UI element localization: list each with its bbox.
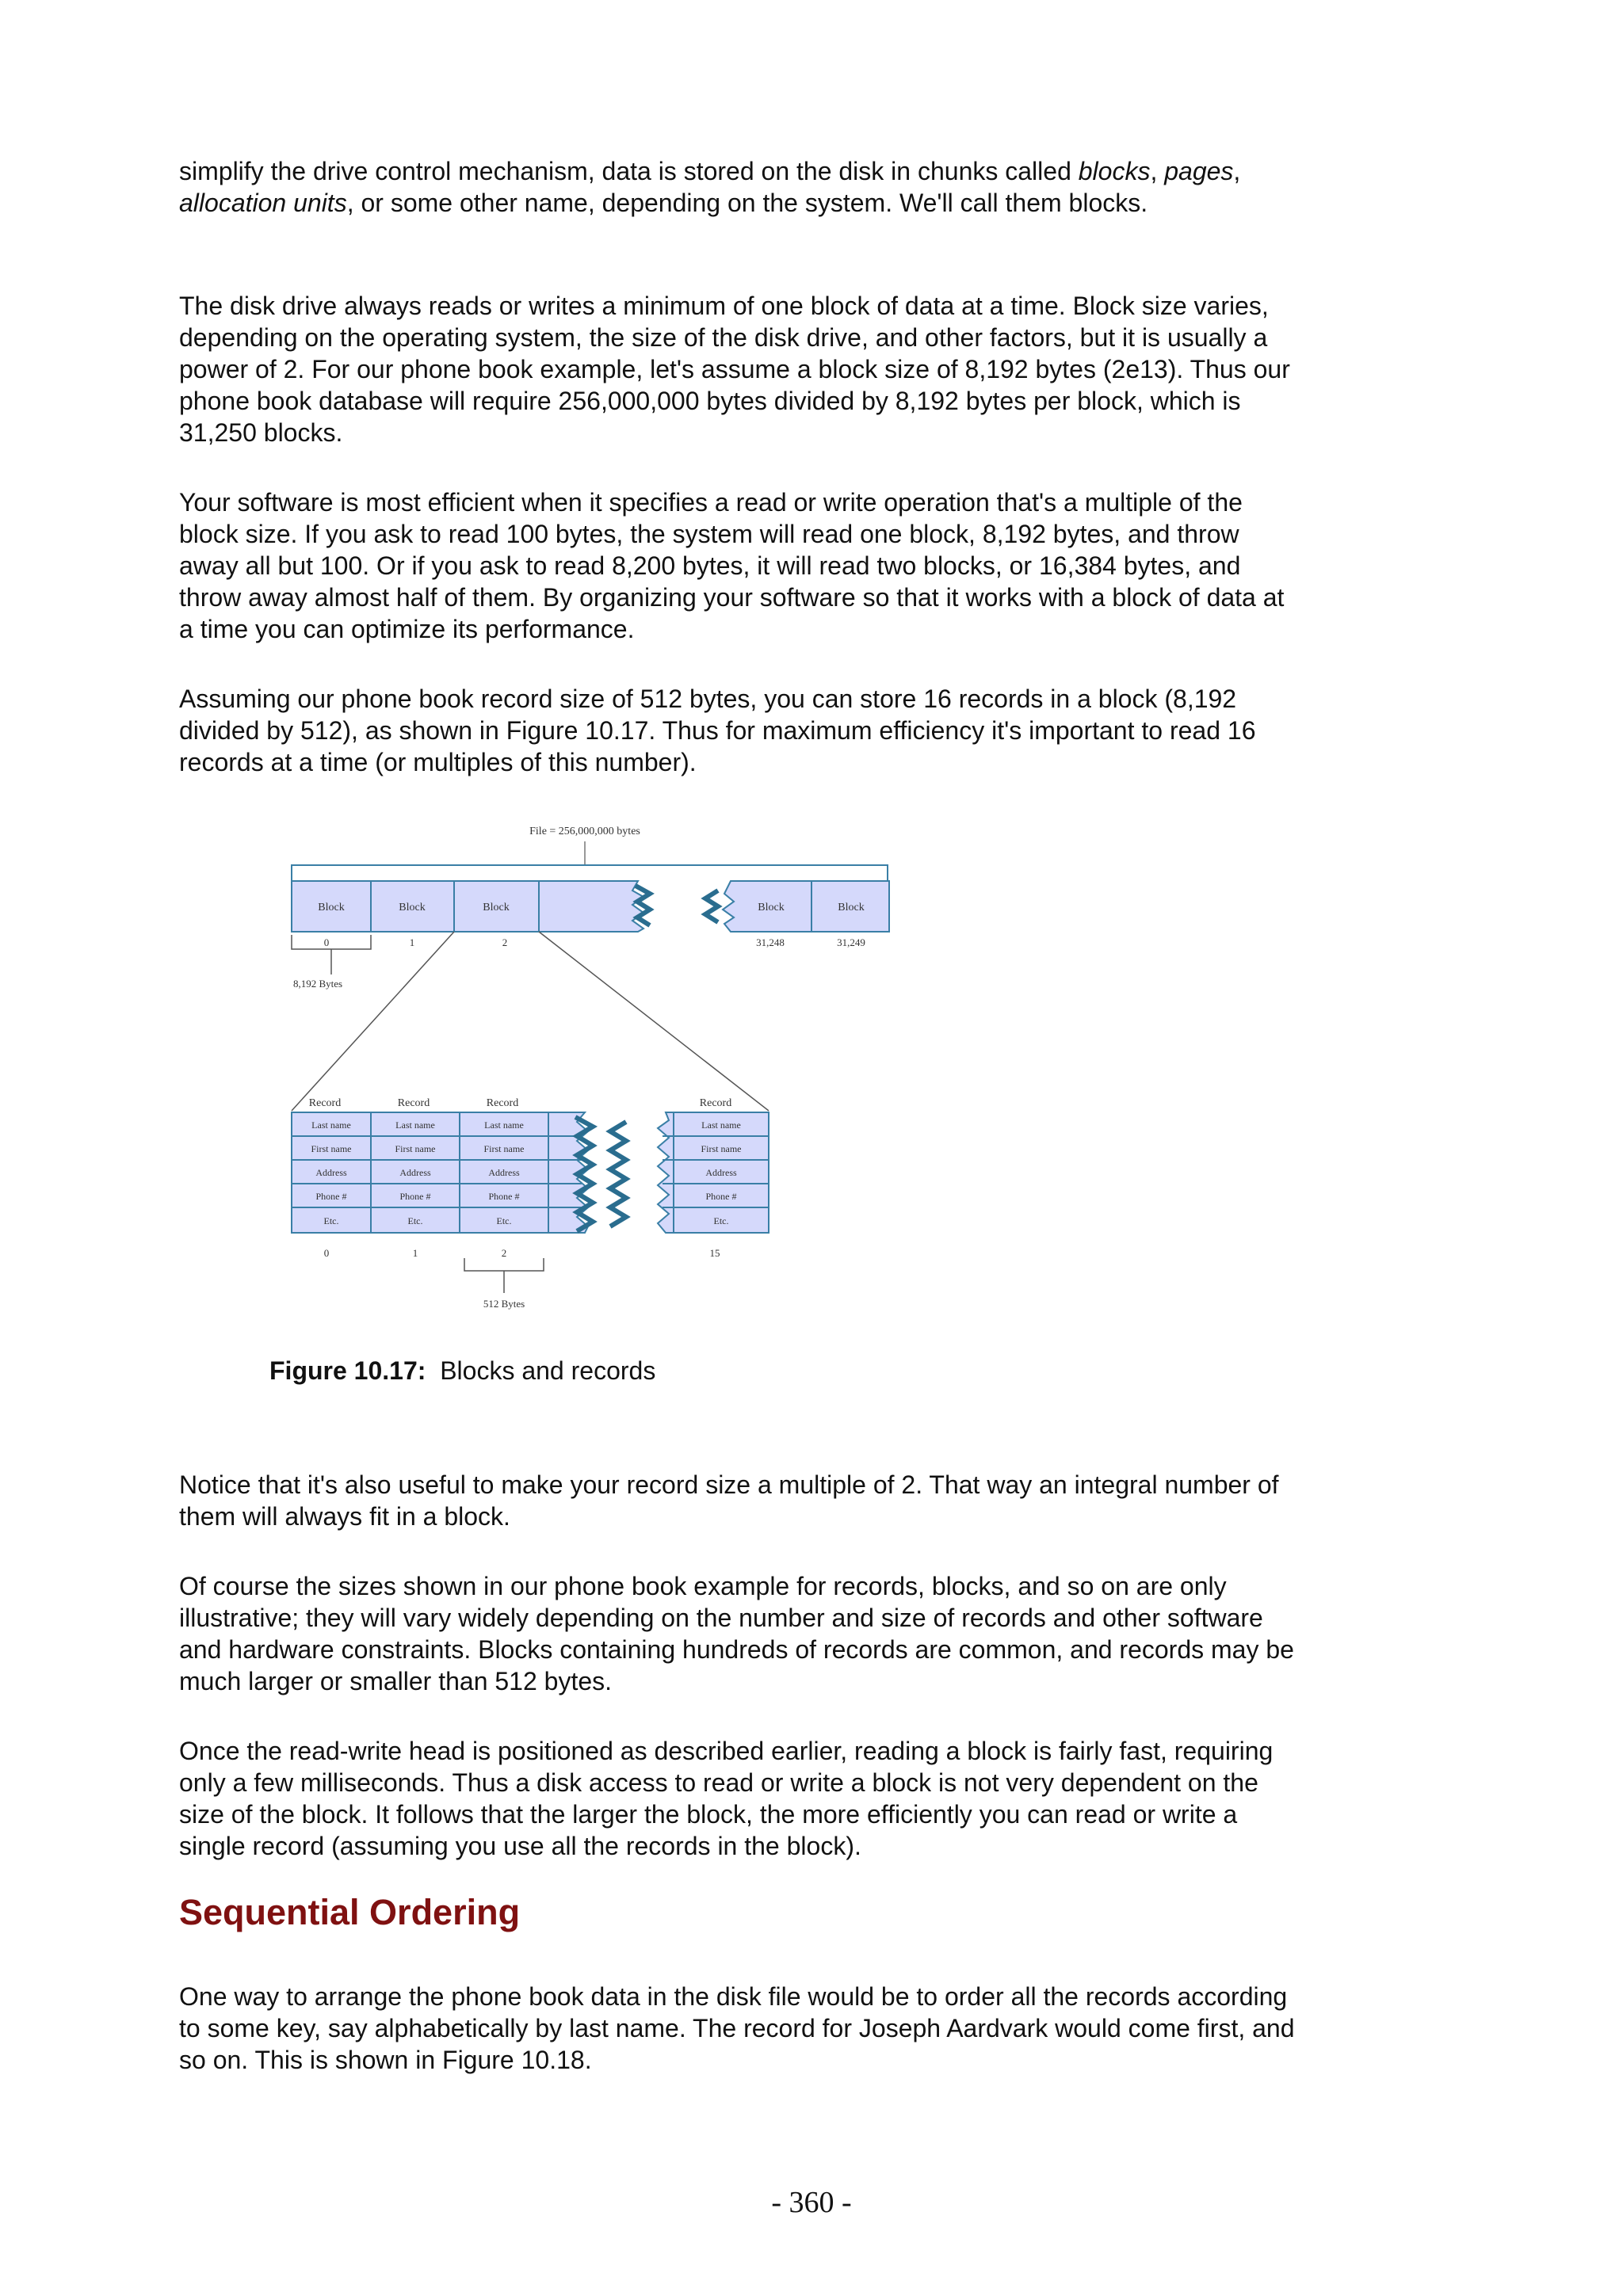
record-2-etc: Etc. bbox=[496, 1215, 512, 1226]
paragraph-record-multiple: Notice that it's also useful to make your record size a multiple of 2. That way an integral number of them will always fit in a block. bbox=[179, 1470, 1279, 1531]
record-1-phone: Phone # bbox=[399, 1191, 431, 1202]
paragraph-read-write-head: Once the read-write head is positioned as described earlier, reading a block is fairly fast, requiring only a few milliseconds. Thus a disk access to read or write a block is not very dependent on the size of the block. It follows that the larger the block, the more efficiently you can read or write a single record (assuming you use all the records in the block). bbox=[179, 1737, 1274, 1860]
paragraph-blocks-intro: simplify the drive control mechanism, data is stored on the disk in chunks called blocks, pages, allocation units, or some other name, depending on the system. We'll call them blocks. bbox=[179, 157, 1241, 217]
block-size-label: 8,192 Bytes bbox=[293, 978, 343, 990]
record-0-first-name: First name bbox=[311, 1143, 352, 1154]
block-number-1: 1 bbox=[409, 936, 415, 948]
record-1-label: Record bbox=[397, 1097, 430, 1109]
record-2-phone: Phone # bbox=[488, 1191, 520, 1202]
file-size-label: File = 256,000,000 bytes bbox=[529, 826, 640, 837]
block-31248-label: Block bbox=[758, 902, 785, 913]
record-0-label: Record bbox=[308, 1097, 342, 1109]
record-number-2: 2 bbox=[501, 1247, 507, 1259]
paragraph-illustrative-sizes: Of course the sizes shown in our phone book example for records, blocks, and so on are only illustrative; they will vary widely depending on the number and size of records and other software and hardware constraints. Blocks containing hundreds of records are common, and records may be much larger or smaller than 512 bytes. bbox=[179, 1572, 1294, 1695]
record-0-address: Address bbox=[315, 1167, 347, 1178]
block-number-0: 0 bbox=[323, 936, 330, 948]
record-15-phone: Phone # bbox=[705, 1191, 737, 1202]
record-2-first-name: First name bbox=[483, 1143, 525, 1154]
paragraph-record-size: Assuming our phone book record size of 512 bytes, you can store 16 records in a block (8,192 divided by 512), as shown in Figure 10.17. Thus for maximum efficiency it's important to read 16 records at a time (or multiples of this number). bbox=[179, 685, 1256, 776]
figure-caption-text: Blocks and records bbox=[440, 1356, 656, 1385]
record-1-last-name: Last name bbox=[395, 1119, 435, 1131]
block-number-31248: 31,248 bbox=[756, 936, 785, 948]
paragraph-block-size: The disk drive always reads or writes a minimum of one block of data at a time. Block size varies, depending on the operating system, the size of the disk drive, and other factors, but it is usually a power of 2. For our phone book example, let's assume a block size of 8,192 bytes (2e13). Thus our phone book database will require 256,000,000 bytes divided by 8,192 bytes per block, which is 31,250 blocks. bbox=[179, 292, 1290, 447]
block-number-31249: 31,249 bbox=[837, 936, 865, 948]
record-size-label: 512 Bytes bbox=[483, 1298, 525, 1310]
record-1-etc: Etc. bbox=[407, 1215, 423, 1226]
record-row bbox=[292, 1112, 769, 1233]
block-1-label: Block bbox=[399, 902, 426, 913]
record-15-label: Record bbox=[699, 1097, 732, 1109]
record-15-first-name: First name bbox=[701, 1143, 742, 1154]
record-number-15: 15 bbox=[709, 1247, 720, 1259]
record-1-address: Address bbox=[399, 1167, 431, 1178]
record-0-last-name: Last name bbox=[311, 1119, 351, 1131]
figure-caption bbox=[269, 1355, 655, 1386]
record-15-address: Address bbox=[705, 1167, 737, 1178]
record-15-last-name: Last name bbox=[701, 1119, 741, 1131]
record-0-phone: Phone # bbox=[315, 1191, 347, 1202]
block-2-label: Block bbox=[483, 902, 510, 913]
figure-caption-label: Figure 10.17: bbox=[269, 1356, 426, 1385]
paragraph-sequential-ordering: One way to arrange the phone book data in the disk file would be to order all the records according to some key, say alphabetically by last name. The record for Joseph Aardvark would come first, and so on. This is shown in Figure 10.18. bbox=[179, 1982, 1295, 2074]
record-2-label: Record bbox=[486, 1097, 519, 1109]
page-number: - 360 - bbox=[771, 2186, 852, 2219]
paragraph-efficiency: Your software is most efficient when it specifies a read or write operation that's a multiple of the block size. If you ask to read 100 bytes, the system will read one block, 8,192 bytes, and throw away all but 100. Or if you ask to read 8,200 bytes, it will read two blocks, or 16,384 bytes, and throw away almost half of them. By organizing your software so that it works with a block of data at a time you can optimize its performance. bbox=[179, 488, 1285, 643]
record-number-0: 0 bbox=[323, 1247, 330, 1259]
record-number-1: 1 bbox=[412, 1247, 418, 1259]
blocks-records-figure bbox=[277, 808, 911, 1323]
record-1-first-name: First name bbox=[395, 1143, 436, 1154]
section-heading: Sequential Ordering bbox=[179, 1892, 521, 1932]
record-0-etc: Etc. bbox=[323, 1215, 339, 1226]
block-number-2: 2 bbox=[502, 936, 508, 948]
block-0-label: Block bbox=[318, 902, 345, 913]
record-2-address: Address bbox=[488, 1167, 520, 1178]
record-15-etc: Etc. bbox=[713, 1215, 729, 1226]
record-2-last-name: Last name bbox=[484, 1119, 524, 1131]
block-row bbox=[292, 881, 889, 932]
block-31249-label: Block bbox=[838, 902, 865, 913]
